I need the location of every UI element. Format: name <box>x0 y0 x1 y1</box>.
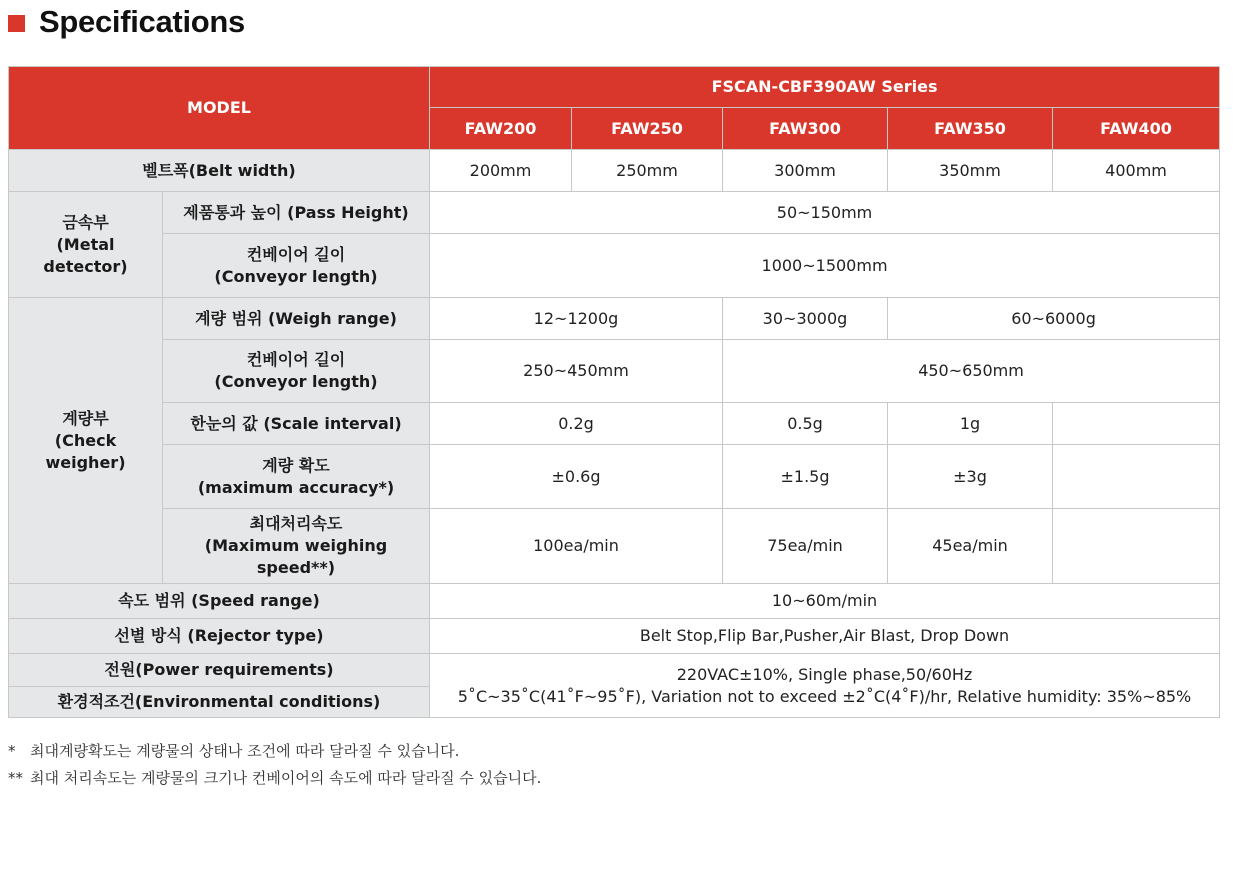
table-row <box>9 619 1220 654</box>
footnote-marker: ** <box>8 769 23 787</box>
table-row <box>9 298 1220 340</box>
label-kr: 컨베이어 길이 <box>246 244 346 264</box>
label-kr: 계량 확도 <box>262 455 330 475</box>
label-line: speed**) <box>256 558 336 577</box>
environment-value: 5˚C~35˚C(41˚F~95˚F), Variation not to exceed ±2˚C(4˚F)/hr, Relative humidity: 35%~85% <box>457 686 1192 706</box>
power-label: 전원(Power requirements) <box>9 654 430 687</box>
specifications-table <box>8 66 1220 718</box>
value-cell: ±1.5g <box>723 445 888 509</box>
label-en: (Conveyor length) <box>214 372 378 391</box>
table-row <box>9 403 1220 445</box>
power-value: 220VAC±10%, Single phase,50/60Hz <box>676 664 973 684</box>
value-cell: 250~450mm <box>430 340 723 403</box>
value-cell: 50~150mm <box>430 192 1220 234</box>
group-label-en: (Metal detector) <box>43 234 128 276</box>
belt-width-label: 벨트폭(Belt width) <box>9 150 430 192</box>
value-cell: 400mm <box>1053 150 1220 192</box>
value-cell: 75ea/min <box>723 509 888 584</box>
heading-square-icon <box>8 15 25 32</box>
label-en: (maximum accuracy*) <box>197 477 395 497</box>
series-header: FSCAN-CBF390AW Series <box>430 67 1220 108</box>
table-row <box>9 150 1220 192</box>
value-cell: 200mm <box>430 150 572 192</box>
max-speed-label <box>163 509 430 584</box>
check-weigher-group-label <box>9 298 163 584</box>
label-line: 최대처리속도 <box>249 514 343 533</box>
metal-detector-group-label <box>9 192 163 298</box>
header-row <box>9 67 1220 108</box>
value-cell: 250mm <box>572 150 723 192</box>
model-cell: FAW400 <box>1053 108 1220 150</box>
speed-range-label: 속도 범위 (Speed range) <box>9 584 430 619</box>
environment-label: 환경적조건(Environmental conditions) <box>9 687 430 718</box>
value-cell: Belt Stop,Flip Bar,Pusher,Air Blast, Drop Down <box>430 619 1220 654</box>
scale-interval-label: 한눈의 값 (Scale interval) <box>163 403 430 445</box>
value-cell: 100ea/min <box>430 509 723 584</box>
table-row <box>9 340 1220 403</box>
value-cell: 1g <box>888 403 1053 445</box>
footnotes <box>8 738 541 792</box>
model-cell: FAW200 <box>430 108 572 150</box>
label-en: (Conveyor length) <box>214 266 378 286</box>
pass-height-label: 제품통과 높이 (Pass Height) <box>163 192 430 234</box>
value-cell <box>1053 403 1220 445</box>
group-label-kr: 계량부 <box>62 408 109 428</box>
value-cell: ±0.6g <box>430 445 723 509</box>
footnote <box>8 765 541 792</box>
table-row <box>9 654 1220 687</box>
label-line: (Maximum weighing <box>204 536 388 555</box>
model-header: MODEL <box>9 67 430 150</box>
value-cell: 45ea/min <box>888 509 1053 584</box>
value-cell: 450~650mm <box>723 340 1220 403</box>
value-cell: 1000~1500mm <box>430 234 1220 298</box>
md-conveyor-label <box>163 234 430 298</box>
section-heading <box>8 2 245 42</box>
value-cell: 300mm <box>723 150 888 192</box>
accuracy-label <box>163 445 430 509</box>
value-cell <box>1053 445 1220 509</box>
value-cell: 60~6000g <box>888 298 1220 340</box>
footnote-marker: * <box>8 742 16 760</box>
value-cell: 350mm <box>888 150 1053 192</box>
page-title: Specifications <box>39 4 245 39</box>
table-row <box>9 192 1220 234</box>
footnote-text: 최대 처리속도는 계량물의 크기나 컨베이어의 속도에 따라 달라질 수 있습니다. <box>30 769 542 787</box>
value-cell: ±3g <box>888 445 1053 509</box>
value-cell: 30~3000g <box>723 298 888 340</box>
table-row <box>9 584 1220 619</box>
group-label-kr: 금속부 <box>62 212 109 232</box>
model-cell: FAW350 <box>888 108 1053 150</box>
value-cell: 12~1200g <box>430 298 723 340</box>
group-label-en: (Check weigher) <box>45 430 126 472</box>
model-cell: FAW250 <box>572 108 723 150</box>
value-cell: 10~60m/min <box>430 584 1220 619</box>
power-environment-cell <box>430 654 1220 718</box>
table-row <box>9 445 1220 509</box>
rejector-label: 선별 방식 (Rejector type) <box>9 619 430 654</box>
model-cell: FAW300 <box>723 108 888 150</box>
footnote <box>8 738 541 765</box>
cw-conveyor-label <box>163 340 430 403</box>
weigh-range-label: 계량 범위 (Weigh range) <box>163 298 430 340</box>
label-kr: 컨베이어 길이 <box>246 350 346 369</box>
table-row <box>9 509 1220 584</box>
value-cell: 0.5g <box>723 403 888 445</box>
table-row <box>9 234 1220 298</box>
value-cell: 0.2g <box>430 403 723 445</box>
footnote-text: 최대계량확도는 계량물의 상태나 조건에 따라 달라질 수 있습니다. <box>30 742 460 760</box>
value-cell <box>1053 509 1220 584</box>
